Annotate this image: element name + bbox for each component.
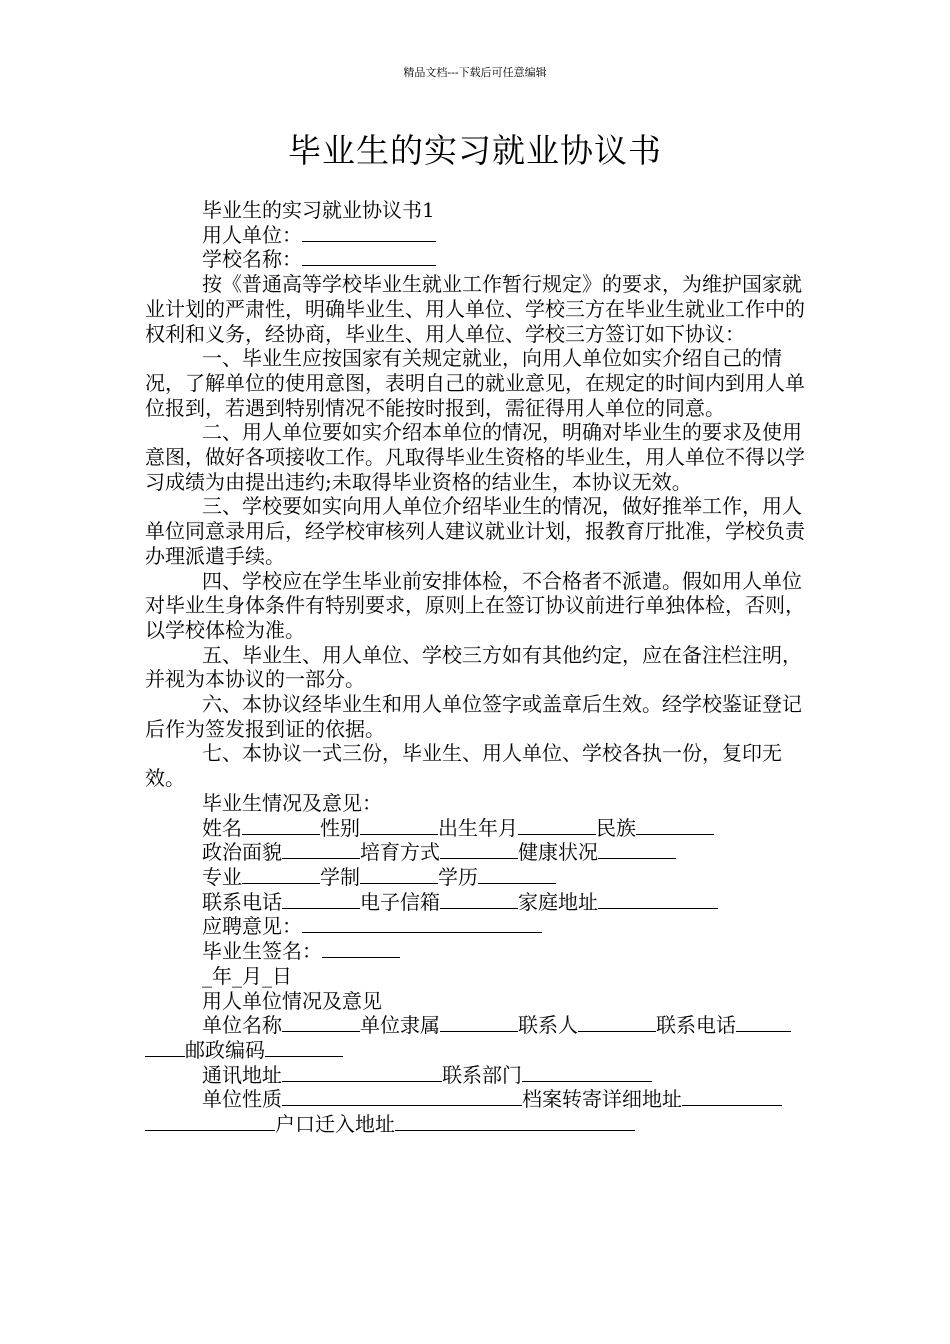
graduate-row-1 [145,816,810,841]
graduate-heading: 毕业生情况及意见： [202,790,382,815]
birth-blank[interactable] [518,816,596,835]
employer-row-1 [145,1013,810,1062]
name-label: 姓名 [202,815,242,840]
date-line: _年_月_日 [202,963,292,988]
employer-row-3 [145,1087,810,1136]
signature-line [145,939,810,964]
phone-blank[interactable] [282,890,360,909]
opinion-blank[interactable] [302,914,542,933]
email-label: 电子信箱 [360,889,440,914]
unit-phone-blank-cont[interactable] [145,1038,185,1057]
hukou-address-blank[interactable] [395,1112,635,1131]
nature-label: 单位性质 [202,1087,282,1112]
ethnicity-label: 民族 [596,815,636,840]
email-blank[interactable] [440,890,518,909]
clause-5: 五、毕业生、用人单位、学校三方如有其他约定，应在备注栏注明，并视为本协议的一部分。 [145,642,802,692]
employer-line [145,223,810,248]
clause-4: 四、学校应在学生毕业前安排体检，不合格者不派遣。假如用人单位对毕业生身体条件有特别要求，原则上在签订协议前进行单独体检，否则，以学校体检为准。 [145,568,805,642]
archive-address-label: 档案转寄详细地址 [522,1087,682,1112]
gender-label: 性别 [320,815,360,840]
clause-2: 二、用人单位要如实介绍本单位的情况，明确对毕业生的要求及使用意图，做好各项接收工作。凡取得毕业生资格的毕业生，用人单位不得以学习成绩为由提出违约;未取得毕业资格的结业生，本协议无效。 [145,420,805,494]
major-label: 专业 [202,864,242,889]
gender-blank[interactable] [360,816,438,835]
duration-blank[interactable] [360,865,438,884]
opinion-line [145,914,810,939]
header-note: 精品文档---下载后可任意编辑 [403,66,547,79]
clause-1: 一、毕业生应按国家有关规定就业，向用人单位如实介绍自己的情况，了解单位的使用意图，表明自己的就业意见，在规定的时间内到用人单位报到，若遇到特别情况不能按时报到，需征得用人单位的同意。 [145,346,805,420]
opinion-label: 应聘意见： [202,914,302,939]
ethnicity-blank[interactable] [636,816,714,835]
education-blank[interactable] [478,865,556,884]
employer-row-2 [145,1063,810,1088]
contact-label: 联系人 [518,1013,578,1038]
graduate-row-4 [145,890,810,915]
training-label: 培育方式 [360,840,440,865]
graduate-row-3 [145,865,810,890]
health-blank[interactable] [598,840,676,859]
school-line [145,247,810,272]
mail-address-blank[interactable] [282,1063,442,1082]
clause-3: 三、学校要如实向用人单位介绍毕业生的情况，做好推举工作，用人单位同意录用后，经学校审核列人建议就业计划，报教育厅批准，学校负责办理派遣手续。 [145,494,805,568]
department-blank[interactable] [522,1063,652,1082]
clause-6: 六、本协议经毕业生和用人单位签字或盖章后生效。经学校鉴证登记后作为签发报到证的依据。 [145,692,802,741]
affiliation-blank[interactable] [440,1013,518,1032]
document-body [145,198,810,1137]
archive-address-blank-cont[interactable] [145,1112,275,1131]
employer-heading: 用人单位情况及意见 [202,988,382,1013]
intro-paragraph: 按《普通高等学校毕业生就业工作暂行规定》的要求，为维护国家就业计划的严肃性，明确毕业生、用人单位、学校三方在毕业生就业工作中的权利和义务，经协商，毕业生、用人单位、学校三方签订如下协议： [145,272,805,346]
political-label: 政治面貌 [202,840,282,865]
mail-address-label: 通讯地址 [202,1062,282,1087]
training-blank[interactable] [440,840,518,859]
signature-label: 毕业生签名： [202,939,322,964]
document-title: 毕业生的实习就业协议书 [288,131,662,170]
health-label: 健康状况 [518,840,598,865]
employer-label: 用人单位： [202,222,302,247]
department-label: 联系部门 [442,1062,522,1087]
school-label: 学校名称： [202,247,302,272]
signature-blank[interactable] [322,939,400,958]
postcode-blank[interactable] [265,1038,343,1057]
contact-blank[interactable] [578,1013,656,1032]
address-label: 家庭地址 [518,889,598,914]
address-blank[interactable] [598,890,718,909]
unit-name-blank[interactable] [282,1013,360,1032]
political-blank[interactable] [282,840,360,859]
major-blank[interactable] [242,865,320,884]
hukou-address-label: 户口迁入地址 [275,1112,395,1137]
employer-blank[interactable] [302,223,436,242]
clause-7: 七、本协议一式三份，毕业生、用人单位、学校各执一份，复印无效。 [145,741,782,791]
affiliation-label: 单位隶属 [360,1013,440,1038]
postcode-label: 邮政编码 [185,1037,265,1062]
subtitle: 毕业生的实习就业协议书1 [202,198,435,222]
unit-phone-blank[interactable] [736,1013,791,1032]
phone-label: 联系电话 [202,889,282,914]
graduate-row-2 [145,840,810,865]
archive-address-blank[interactable] [682,1087,782,1106]
birth-label: 出生年月 [438,815,518,840]
duration-label: 学制 [320,864,360,889]
nature-blank[interactable] [282,1087,522,1106]
education-label: 学历 [438,864,478,889]
unit-name-label: 单位名称 [202,1013,282,1038]
unit-phone-label: 联系电话 [656,1013,736,1038]
school-blank[interactable] [302,247,436,266]
name-blank[interactable] [242,816,320,835]
